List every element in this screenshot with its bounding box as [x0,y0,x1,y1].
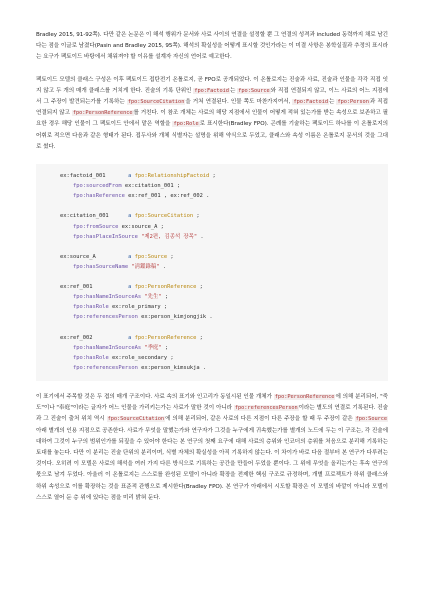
paragraph-text: 팩토이드 모델의 클래스 구성은 이후 팩토이드 접탄전기 온톨로지, 곧 FPO로 공개되었다. 이 온톨로지는 진술과 사료, 진술과 인물을 각각 직접 잇지 않고 두 개의 매개 클래스를 거치게 한다. 진술의 기록 단위인 [36,76,388,94]
inline-code: fpo:PersonReference [72,110,133,117]
paragraph-text: 이라는 별도의 연결로 기록된다. 진술과 그 진술이 출처 위치 역시 [36,405,389,423]
code-token: a [128,334,132,341]
code-punct: ; [157,223,164,230]
code-token: ex:ref_002 [60,334,93,341]
code-punct [60,355,73,361]
code-punct: ; [196,334,203,341]
code-punct: , [160,193,171,200]
code-blank-line [60,242,376,252]
paragraph-text: 아래 별개의 인용 지점으로 공존한다. 사료가 무엇을 말했는가와 연구자가 그것을 누구에게 귀속했는가를 별개의 노드에 두는 이 구조는, 각 진술에 대하여 그것이 누구의 범위인가를 되짚을 수 있어야 한다는 본 연구의 첫째 요구에 대해 사료의 층위와 인코더의 층위를 처음으로 분리해 기록하는 토대를 놓는다. 다만 이 분리는 진술 단위의 분리이며, 식별 자체의 확실성을 아직 기록하지 않는다. 이 차이가 바로 다음 절부터 본 연구가 다루려는 것이다. 오히려 이 모델은 사료의 해석을 여러 가지 다른 방식으로 기록하는 공간을 만들어 두었을 뿐이다. 그 위에 무엇을 올리는가는 후속 연구의 몫으로 남겨 두었다. 아울러 이 온톨로지는 스스로를 완성된 모델이 아니라 확장을 전제한 핵심 구조로 규정하며, 개별 프로젝트가 하위 클래스와 하위 속성으로 이를 확장하는 것을 표준적 관행으로 제시한다(Bradley FPO). 본 연구가 아래에서 시도할 확장은 이 모델의 바깥이 아니라 모델이 스스로 열어 둔 층 위에 있다는 점을 미리 밝혀 둔다. [36,427,388,501]
code-punct: . [197,233,204,240]
code-punct: ; [209,173,216,180]
code-punct: ; [160,304,168,311]
code-line [60,232,376,242]
inline-code: fpo:Factoid [194,87,229,94]
code-punct [105,173,128,179]
code-punct: ; [193,213,200,220]
inline-code: fpo:Factoid [293,99,328,106]
code-token: fpo:hasReference [72,193,125,200]
code-punct [92,335,128,341]
code-blank-line [60,201,376,211]
code-punct: ; [161,294,169,301]
code-punct [60,314,73,320]
code-punct: ; [173,183,181,190]
code-line [60,353,376,363]
code-token: a [128,253,132,260]
code-token: ex:role_secondary [111,354,168,361]
code-line [60,191,376,201]
inline-code: fpo:Role [173,121,199,128]
code-line [60,252,376,262]
paragraph-fpo-classes [36,75,388,153]
code-token: ex:source_A [60,253,96,260]
code-token: fpo:hasRole [72,304,109,311]
inline-code: fpo:Source [238,87,270,94]
paragraph-text: 는 [328,99,337,106]
code-punct: . [199,364,207,371]
code-line [60,292,376,302]
paragraph-text: 에 의해 분리되어, "죽도"이나 "奉庭"이라는 글자가 어느 인물을 가리키는가는 사료가 말한 것이 아니라 [36,393,388,412]
code-punct: . [159,263,166,270]
code-token: ex:ref_002 [170,193,203,200]
code-token: "季庭" [144,344,162,351]
code-punct [60,264,73,270]
code-punct [60,304,73,310]
code-punct [60,345,73,351]
code-punct: ; [167,354,174,361]
code-token: "先生" [144,294,162,301]
code-punct: ; [167,253,174,260]
paragraph-text: 와 직접 연결되지 않고, 이느 사료의 어느 지점에서 그 주장이 발견되는가를 기록하는 [36,87,389,106]
code-token: ex:person_kimsukja [141,364,200,371]
inline-code: fpo:SourceCitation [107,416,165,423]
paragraph-text: 이 표기에서 주목할 것은 두 겹의 매개 구조이다. 사료 속의 표기와 인고리가 동일시된 인물 개체가 [36,393,274,400]
code-token: ex:ref_001 [128,193,161,200]
code-line [60,211,376,221]
inline-code: fpo:Source [355,416,388,423]
code-token: ex:citation_001 [124,183,174,190]
code-token: a [128,213,132,220]
code-token: ex:ref_001 [60,284,93,291]
code-line [60,333,376,343]
paragraph-text: 는 [229,87,238,94]
code-punct: . [206,314,213,321]
code-token: fpo:hasPlaceInSource [72,233,138,240]
code-punct [109,213,128,219]
code-line [60,282,376,292]
code-token: fpo:Source [134,253,168,260]
code-line [60,363,376,373]
code-line [60,222,376,232]
code-punct: . [202,193,210,200]
code-token: a [128,284,132,291]
paragraph-text: 로 표시한다(Bradley FPO). 곤례를 기술하는 팩토이드 하나를 이 온톨로지의 어휘로 적으면 다음과 같은 형태가 된다. 접두사와 개체 식별자는 설명을 위해 약식으로 두었고, 클래스와 속성 이름은 온톨로지 문서의 것을 그대로 썼다. [36,121,388,150]
code-token: a [128,173,132,180]
code-punct: ; [161,344,169,351]
inline-code: fpo:referencesPerson [234,405,298,412]
paragraph-text: 를 거친다. 이 참조 개체는 사료의 해당 지점에서 인물이 어떻게 적혀 있는가를 받는 속성으로 보존하고 필요한 경우 해당 인물이 그 팩토이드 안에서 맡은 역할을 [36,110,388,128]
code-token: "淸鑑錄稿" [131,263,160,270]
paragraph-text: 과 직접 연결되지 않고 [36,99,388,117]
inline-code: fpo:SourceCitation [127,99,185,106]
code-token: fpo:sourcedFrom [72,183,122,190]
code-token: ex:role_primary [111,304,161,311]
code-token: fpo:SourceCitation [134,213,194,220]
code-blank-line [60,322,376,332]
code-line [60,302,376,312]
code-blank-line [60,272,376,282]
code-punct [92,284,128,290]
code-punct [60,183,73,189]
code-line [60,262,376,272]
code-token: fpo:RelationshipFactoid [134,173,210,180]
inline-code: fpo:Person [337,99,369,106]
code-token: ex:factoid_001 [60,173,106,180]
code-token: fpo:hasSourceName [72,263,129,270]
code-line [60,181,376,191]
code-token: fpo:hasNameInSourceAs [72,294,142,301]
code-token: fpo:PersonReference [134,334,197,341]
code-token: fpo:PersonReference [134,284,197,291]
paragraph-text: Bradley 2015, 91-92쪽). 다만 같은 논문은 이 해석 행위가 문서와 사료 사이의 연결을 설정할 뿐 그 연결의 성격과 included 동력까지 채로 남긴다는 점을 이글로 남겼다(Pasin and Bradley 2015, 95쪽). 해석의 확실성을 어떻게 표시할 것인가라는 이 미결 사항은 봉학실질과 추정의 표시라는 요구가 팩토이드 바탕에서 채워져야 할 이유를 설계자 자신의 언어로 예고한다. [36,32,388,61]
paragraph-intro [36,30,388,64]
code-punct [60,234,73,240]
paragraph-text: 에 의해 분리되어, 같은 사료의 다른 지점이 다른 주장을 할 때 두 주장이 같은 [165,416,355,423]
code-punct: ; [196,284,203,291]
paragraph-text: 을 거쳐 연결된다. 인물 쪽도 마찬가지여서, [185,99,293,106]
code-token: ex:source_A [121,223,158,230]
code-punct [60,294,73,300]
code-punct [60,365,73,371]
code-punct [60,193,73,199]
code-punct [60,224,73,230]
code-line [60,343,376,353]
code-line [60,171,376,181]
code-punct [96,254,128,260]
code-token: ex:citation_001 [60,213,109,220]
code-token: ex:person_kimjongjik [141,314,207,321]
code-token: fpo:hasNameInSourceAs [72,344,142,351]
code-token: fpo:referencesPerson [72,314,138,321]
code-token: fpo:hasRole [72,354,109,361]
inline-code: fpo:PersonReference [274,393,335,400]
code-token: fpo:fromSource [72,223,119,230]
code-token: "제2편, 김종석 장목" [141,233,198,240]
paragraph-analysis [36,392,388,504]
code-token: fpo:referencesPerson [72,364,138,371]
turtle-code-block [36,164,388,381]
code-line [60,312,376,322]
